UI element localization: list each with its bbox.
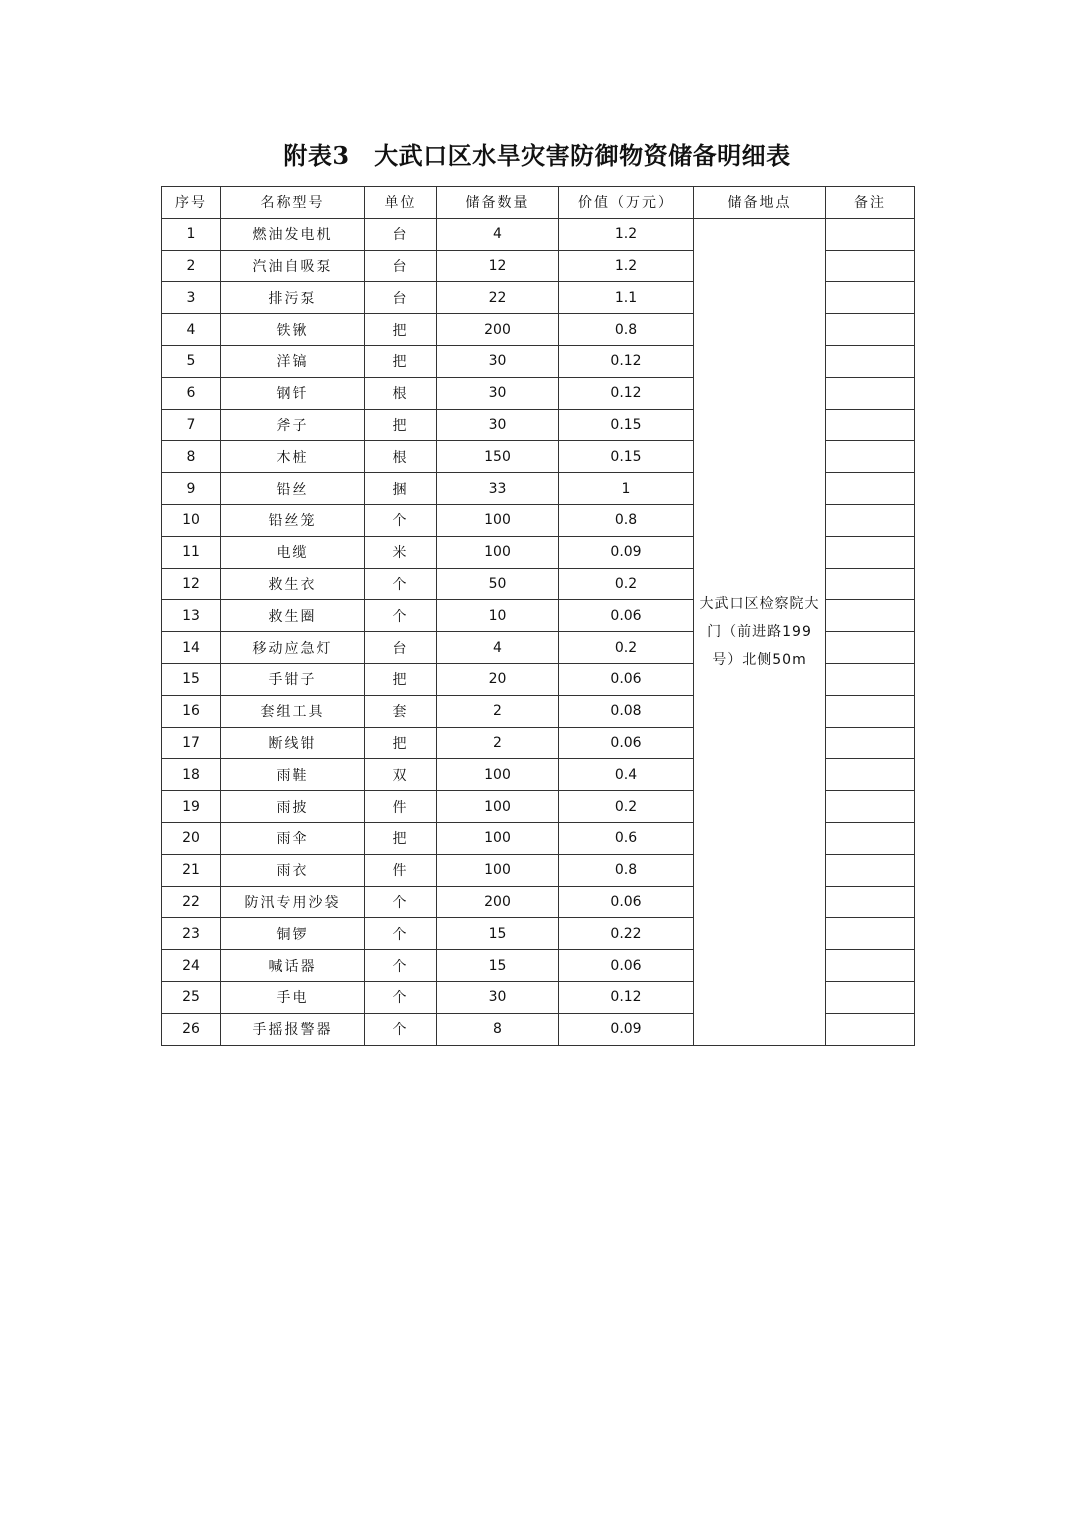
cell-quantity: 10 — [437, 600, 559, 632]
cell-quantity: 30 — [437, 981, 559, 1013]
cell-quantity: 100 — [437, 822, 559, 854]
cell-note — [826, 1013, 915, 1045]
cell-note — [826, 695, 915, 727]
header-location: 储备地点 — [694, 187, 826, 219]
cell-unit: 米 — [365, 536, 437, 568]
cell-name: 喊话器 — [221, 950, 365, 982]
cell-no: 6 — [162, 377, 221, 409]
cell-no: 9 — [162, 473, 221, 505]
cell-quantity: 30 — [437, 409, 559, 441]
cell-note — [826, 663, 915, 695]
cell-no: 7 — [162, 409, 221, 441]
cell-note — [826, 791, 915, 823]
cell-no: 14 — [162, 632, 221, 664]
cell-quantity: 8 — [437, 1013, 559, 1045]
cell-name: 铅丝笼 — [221, 504, 365, 536]
cell-unit: 个 — [365, 568, 437, 600]
cell-name: 雨衣 — [221, 854, 365, 886]
cell-value: 0.8 — [559, 854, 694, 886]
cell-value: 0.15 — [559, 409, 694, 441]
cell-value: 0.12 — [559, 377, 694, 409]
cell-no: 19 — [162, 791, 221, 823]
cell-no: 15 — [162, 663, 221, 695]
cell-quantity: 22 — [437, 282, 559, 314]
cell-name: 手电 — [221, 981, 365, 1013]
cell-no: 13 — [162, 600, 221, 632]
cell-quantity: 50 — [437, 568, 559, 600]
cell-note — [826, 759, 915, 791]
cell-value: 1.2 — [559, 250, 694, 282]
cell-value: 0.06 — [559, 600, 694, 632]
cell-unit: 个 — [365, 886, 437, 918]
cell-value: 0.2 — [559, 632, 694, 664]
cell-note — [826, 473, 915, 505]
cell-unit: 把 — [365, 409, 437, 441]
cell-unit: 台 — [365, 632, 437, 664]
cell-quantity: 200 — [437, 314, 559, 346]
header-quantity: 储备数量 — [437, 187, 559, 219]
cell-value: 0.12 — [559, 345, 694, 377]
cell-quantity: 30 — [437, 377, 559, 409]
cell-note — [826, 600, 915, 632]
cell-note — [826, 854, 915, 886]
cell-value: 0.08 — [559, 695, 694, 727]
cell-note — [826, 886, 915, 918]
cell-no: 24 — [162, 950, 221, 982]
cell-no: 5 — [162, 345, 221, 377]
cell-note — [826, 441, 915, 473]
cell-unit: 个 — [365, 918, 437, 950]
table-row — [162, 218, 915, 250]
cell-name: 铁锹 — [221, 314, 365, 346]
cell-name: 燃油发电机 — [221, 218, 365, 250]
cell-quantity: 12 — [437, 250, 559, 282]
cell-name: 铜锣 — [221, 918, 365, 950]
cell-value: 0.09 — [559, 1013, 694, 1045]
cell-no: 23 — [162, 918, 221, 950]
cell-no: 10 — [162, 504, 221, 536]
cell-value: 0.8 — [559, 314, 694, 346]
cell-name: 雨伞 — [221, 822, 365, 854]
cell-quantity: 15 — [437, 950, 559, 982]
cell-note — [826, 822, 915, 854]
cell-name: 木桩 — [221, 441, 365, 473]
cell-name: 移动应急灯 — [221, 632, 365, 664]
cell-note — [826, 409, 915, 441]
cell-no: 3 — [162, 282, 221, 314]
cell-quantity: 30 — [437, 345, 559, 377]
cell-note — [826, 981, 915, 1013]
cell-note — [826, 918, 915, 950]
cell-unit: 个 — [365, 504, 437, 536]
header-note: 备注 — [826, 187, 915, 219]
cell-note — [826, 632, 915, 664]
cell-note — [826, 377, 915, 409]
cell-name: 电缆 — [221, 536, 365, 568]
cell-name: 雨披 — [221, 791, 365, 823]
cell-name: 洋镐 — [221, 345, 365, 377]
cell-no: 11 — [162, 536, 221, 568]
cell-no: 22 — [162, 886, 221, 918]
cell-no: 20 — [162, 822, 221, 854]
cell-unit: 件 — [365, 854, 437, 886]
cell-unit: 捆 — [365, 473, 437, 505]
page-title: 附表3 大武口区水旱灾害防御物资储备明细表 — [283, 141, 791, 170]
cell-name: 救生衣 — [221, 568, 365, 600]
cell-name: 钢钎 — [221, 377, 365, 409]
cell-quantity: 4 — [437, 632, 559, 664]
cell-name: 防汛专用沙袋 — [221, 886, 365, 918]
cell-unit: 把 — [365, 663, 437, 695]
cell-unit: 双 — [365, 759, 437, 791]
cell-value: 1 — [559, 473, 694, 505]
cell-name: 汽油自吸泵 — [221, 250, 365, 282]
cell-value: 0.09 — [559, 536, 694, 568]
cell-value: 0.2 — [559, 791, 694, 823]
header-no: 序号 — [162, 187, 221, 219]
cell-name: 排污泵 — [221, 282, 365, 314]
cell-quantity: 100 — [437, 759, 559, 791]
cell-no: 4 — [162, 314, 221, 346]
cell-no: 2 — [162, 250, 221, 282]
cell-name: 雨鞋 — [221, 759, 365, 791]
cell-unit: 台 — [365, 250, 437, 282]
table-header-row — [162, 187, 915, 219]
table-body — [162, 218, 915, 1045]
cell-name: 救生圈 — [221, 600, 365, 632]
cell-quantity: 150 — [437, 441, 559, 473]
cell-name: 手钳子 — [221, 663, 365, 695]
cell-quantity: 100 — [437, 854, 559, 886]
cell-value: 0.8 — [559, 504, 694, 536]
cell-value: 1.1 — [559, 282, 694, 314]
cell-note — [826, 950, 915, 982]
cell-value: 0.12 — [559, 981, 694, 1013]
cell-name: 手摇报警器 — [221, 1013, 365, 1045]
cell-value: 0.15 — [559, 441, 694, 473]
cell-note — [826, 314, 915, 346]
cell-note — [826, 536, 915, 568]
cell-value: 0.2 — [559, 568, 694, 600]
cell-unit: 把 — [365, 727, 437, 759]
cell-note — [826, 504, 915, 536]
cell-no: 8 — [162, 441, 221, 473]
cell-value: 0.06 — [559, 950, 694, 982]
cell-quantity: 33 — [437, 473, 559, 505]
cell-unit: 把 — [365, 314, 437, 346]
header-name: 名称型号 — [221, 187, 365, 219]
header-unit: 单位 — [365, 187, 437, 219]
cell-unit: 个 — [365, 981, 437, 1013]
cell-location: 大武口区检察院大门（前进路199号）北侧50m — [694, 218, 826, 1045]
cell-unit: 套 — [365, 695, 437, 727]
cell-quantity: 200 — [437, 886, 559, 918]
cell-value: 0.4 — [559, 759, 694, 791]
cell-unit: 把 — [365, 345, 437, 377]
cell-no: 17 — [162, 727, 221, 759]
cell-note — [826, 218, 915, 250]
cell-name: 断线钳 — [221, 727, 365, 759]
cell-unit: 根 — [365, 441, 437, 473]
cell-quantity: 20 — [437, 663, 559, 695]
cell-value: 1.2 — [559, 218, 694, 250]
cell-quantity: 100 — [437, 791, 559, 823]
cell-no: 26 — [162, 1013, 221, 1045]
cell-unit: 个 — [365, 600, 437, 632]
cell-unit: 台 — [365, 218, 437, 250]
cell-unit: 个 — [365, 1013, 437, 1045]
cell-quantity: 4 — [437, 218, 559, 250]
cell-quantity: 2 — [437, 695, 559, 727]
cell-no: 21 — [162, 854, 221, 886]
cell-quantity: 2 — [437, 727, 559, 759]
cell-quantity: 100 — [437, 536, 559, 568]
cell-quantity: 100 — [437, 504, 559, 536]
cell-value: 0.6 — [559, 822, 694, 854]
cell-unit: 根 — [365, 377, 437, 409]
cell-note — [826, 727, 915, 759]
cell-unit: 台 — [365, 282, 437, 314]
cell-value: 0.06 — [559, 663, 694, 695]
cell-name: 铅丝 — [221, 473, 365, 505]
cell-unit: 把 — [365, 822, 437, 854]
cell-quantity: 15 — [437, 918, 559, 950]
cell-value: 0.06 — [559, 727, 694, 759]
cell-value: 0.22 — [559, 918, 694, 950]
cell-unit: 件 — [365, 791, 437, 823]
cell-no: 16 — [162, 695, 221, 727]
cell-note — [826, 282, 915, 314]
inventory-table — [161, 186, 915, 1046]
cell-unit: 个 — [365, 950, 437, 982]
cell-no: 25 — [162, 981, 221, 1013]
header-value: 价值（万元） — [559, 187, 694, 219]
cell-note — [826, 345, 915, 377]
cell-no: 18 — [162, 759, 221, 791]
cell-note — [826, 250, 915, 282]
cell-note — [826, 568, 915, 600]
cell-name: 套组工具 — [221, 695, 365, 727]
cell-name: 斧子 — [221, 409, 365, 441]
cell-value: 0.06 — [559, 886, 694, 918]
cell-no: 12 — [162, 568, 221, 600]
cell-no: 1 — [162, 218, 221, 250]
